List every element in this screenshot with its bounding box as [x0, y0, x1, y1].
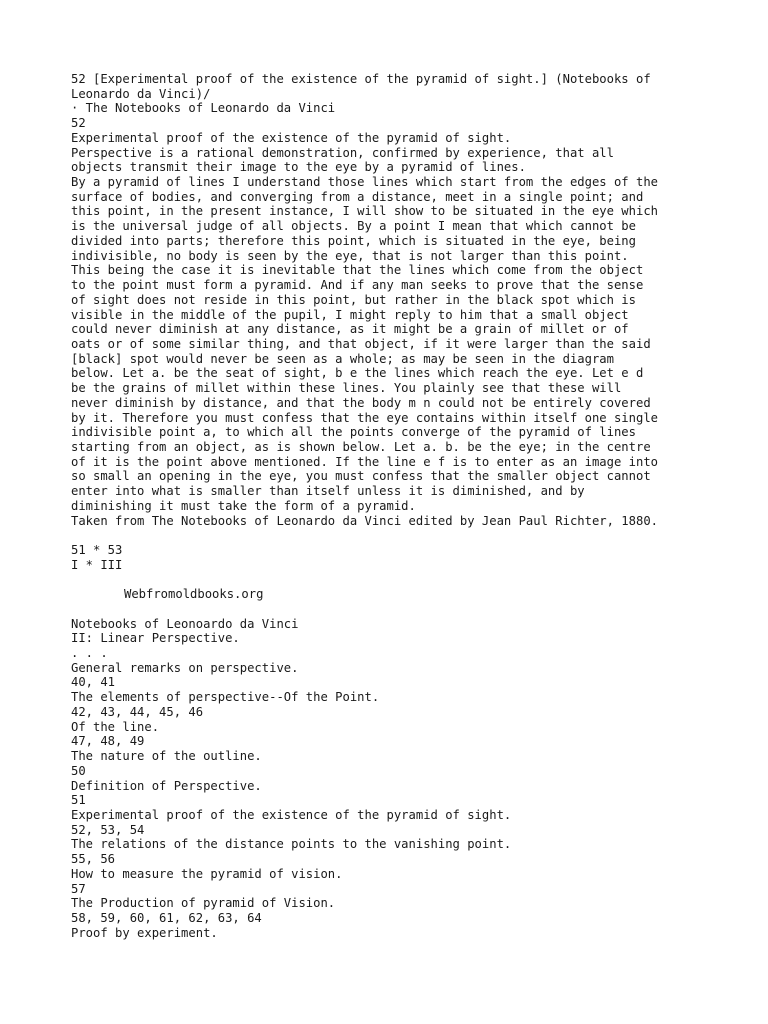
spacer	[71, 572, 731, 587]
article-line: indivisible point a, to which all the points converge of the pyramid of lines	[71, 425, 636, 440]
article-line: below. Let a. be the seat of sight, b e the lines which reach the eye. Let e d	[71, 366, 644, 381]
toc-entry[interactable]: Of the line.	[71, 719, 160, 734]
roman-nav[interactable]: I * III	[71, 557, 123, 572]
page-title-line-1: 52 [Experimental proof of the existence of the pyramid of sight.] (Notebooks of	[71, 72, 651, 86]
toc-entry[interactable]: How to measure the pyramid of vision.	[71, 866, 343, 881]
page-title-line-2: Leonardo da Vinci)/	[71, 86, 211, 101]
toc-entry[interactable]: The elements of perspective--Of the Point.	[71, 690, 380, 705]
article-line: divided into parts; therefore this point, which is situated in the eye, being	[71, 233, 636, 248]
spacer	[71, 602, 731, 617]
toc-entry[interactable]: Definition of Perspective.	[71, 778, 262, 793]
article-line: indivisible, no body is seen by the eye, that is not larger than this point.	[71, 248, 629, 263]
article-line: never diminish by distance, and that the body m n could not be entirely covered	[71, 395, 651, 410]
toc-entry[interactable]: 52, 53, 54	[71, 822, 145, 837]
spacer	[71, 528, 731, 543]
source-credit: Taken from The Notebooks of Leonardo da Vinci edited by Jean Paul Richter, 1880.	[71, 513, 658, 528]
toc-entry[interactable]: 51	[71, 793, 86, 808]
breadcrumb[interactable]: · The Notebooks of Leonardo da Vinci	[71, 101, 336, 116]
article-line: of sight does not reside in this point, but rather in the black spot which is	[71, 292, 636, 307]
article-line: so small an opening in the eye, you must confess that the smaller object cannot	[71, 469, 651, 484]
article-line: this point, in the present instance, I will show to be situated in the eye which	[71, 204, 658, 219]
toc-entry[interactable]: 50	[71, 763, 86, 778]
article-line: By a pyramid of lines I understand those lines which start from the edges of the	[71, 175, 658, 190]
toc-entry[interactable]: 47, 48, 49	[71, 734, 145, 749]
toc-list	[71, 661, 731, 941]
toc-entry[interactable]: Experimental proof of the existence of the pyramid of sight.	[71, 807, 512, 822]
article-line: be the grains of millet within these lines. You plainly see that these will	[71, 381, 622, 396]
toc-section[interactable]: II: Linear Perspective.	[71, 631, 240, 646]
article-line: enter into what is smaller than itself unless it is diminished, and by	[71, 484, 585, 499]
article-line: diminishing it must take the form of a pyramid.	[71, 498, 416, 513]
toc-ellipsis: . . .	[71, 646, 108, 661]
toc-entry[interactable]: The Production of pyramid of Vision.	[71, 896, 336, 911]
toc-entry[interactable]: 58, 59, 60, 61, 62, 63, 64	[71, 910, 262, 925]
article-line: This being the case it is inevitable that the lines which come from the object	[71, 263, 644, 278]
toc-entry[interactable]: 42, 43, 44, 45, 46	[71, 704, 204, 719]
article-line: oats or of some similar thing, and that object, if it were larger than the said	[71, 336, 651, 351]
article-line: starting from an object, as is shown below. Let a. b. be the eye; in the centre	[71, 439, 651, 454]
article-line: of it is the point above mentioned. If the line e f is to enter as an image into	[71, 454, 658, 469]
toc-entry[interactable]: General remarks on perspective.	[71, 660, 299, 675]
article-line: could never diminish at any distance, as it might be a grain of millet or of	[71, 322, 629, 337]
site-link[interactable]: Webfromoldbooks.org	[124, 587, 264, 602]
article-line: [black] spot would never be seen as a whole; as may be seen in the diagram	[71, 351, 614, 366]
toc-entry[interactable]: Proof by experiment.	[71, 925, 218, 940]
article-line: objects transmit their image to the eye by a pyramid of lines.	[71, 160, 526, 175]
article-line: to the point must form a pyramid. And if any man seeks to prove that the sense	[71, 278, 644, 293]
toc-entry[interactable]: The relations of the distance points to the vanishing point.	[71, 837, 512, 852]
toc-entry[interactable]: 55, 56	[71, 852, 116, 867]
article-body	[71, 146, 731, 514]
prev-next-nav[interactable]: 51 * 53	[71, 543, 123, 557]
article-line: visible in the middle of the pupil, I might reply to him that a small object	[71, 307, 629, 322]
toc-entry[interactable]: 40, 41	[71, 675, 116, 690]
article-heading: Experimental proof of the existence of the pyramid of sight.	[71, 130, 512, 145]
article-line: Perspective is a rational demonstration, confirmed by experience, that all	[71, 145, 614, 160]
section-number: 52	[71, 116, 86, 131]
toc-entry[interactable]: 57	[71, 881, 86, 896]
toc-title[interactable]: Notebooks of Leonoardo da Vinci	[71, 616, 299, 631]
document-page	[71, 72, 731, 940]
toc-entry[interactable]: The nature of the outline.	[71, 749, 262, 764]
article-line: is the universal judge of all objects. By a point I mean that which cannot be	[71, 219, 636, 234]
article-line: by it. Therefore you must confess that the eye contains within itself one single	[71, 410, 658, 425]
article-line: surface of bodies, and converging from a distance, meet in a single point; and	[71, 189, 644, 204]
